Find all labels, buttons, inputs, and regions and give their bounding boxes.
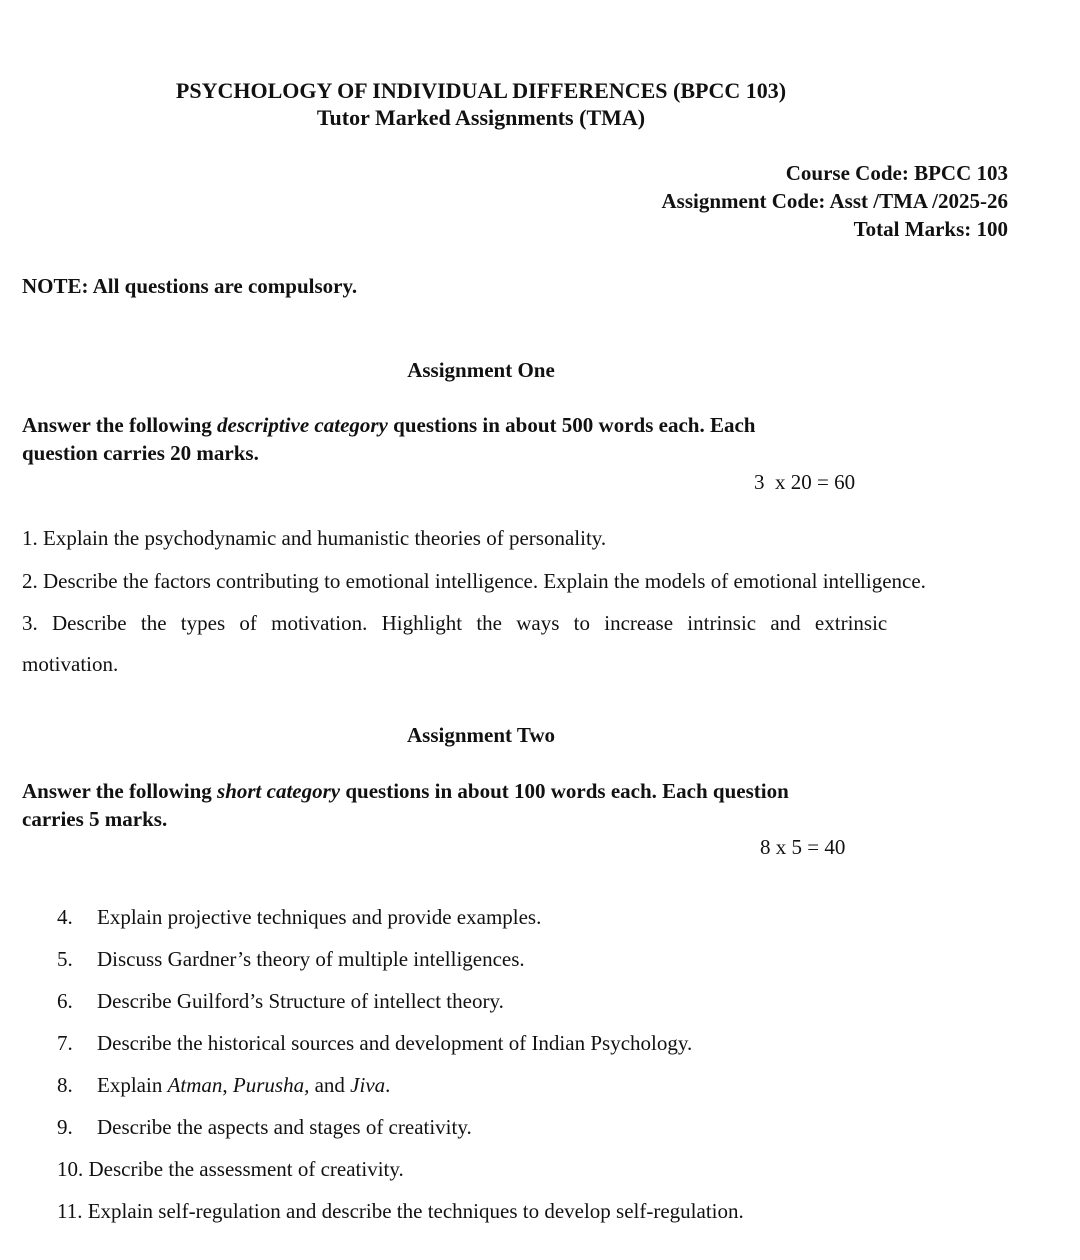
question-item [57,1031,692,1056]
question-number: 4. [57,905,73,929]
question-text: Explain self-regulation and describe the techniques to develop self-regulation. [82,1199,744,1223]
question-item [57,1073,390,1098]
question-text: Describe Guilford’s Structure of intellect theory. [97,989,504,1013]
question-text: Describe the historical sources and development of Indian Psychology. [97,1031,693,1055]
instruction-text: Answer the following [22,413,218,437]
question-number: 3. [22,611,38,635]
question-text: Explain projective techniques and provide examples. [97,905,542,929]
course-code: Course Code: BPCC 103 [785,161,1008,185]
question-text: , [222,1073,233,1097]
question-item [57,1115,472,1140]
question-item [57,1199,744,1224]
question-emphasis: Purusha, [232,1073,310,1097]
instruction-text: questions in about 100 words each. Each question [340,779,789,803]
compulsory-note: NOTE: All questions are compulsory. [22,274,358,298]
question-item [57,1157,404,1182]
question-text: and [309,1073,351,1097]
assignment-two-heading: Assignment Two [407,723,555,747]
question-text: Explain [97,1073,168,1097]
instruction-text: question carries 20 marks. [22,441,259,465]
assignment-one-heading: Assignment One [407,358,555,382]
document-subtitle: Tutor Marked Assignments (TMA) [316,105,646,130]
question-text: Explain the psychodynamic and humanistic theories of personality. [37,526,607,550]
assignment-one-instruction [22,411,755,467]
total-marks: Total Marks: 100 [853,217,1008,241]
question-continuation: motivation. [22,652,119,676]
question-text: Describe the aspects and stages of creativity. [97,1115,472,1139]
question-number: 5. [57,947,73,971]
instruction-emphasis: descriptive category [217,413,388,437]
assignment-two-instruction [22,777,789,833]
assignment-one-marks: 3 x 20 = 60 [754,470,856,494]
question-item [22,611,887,636]
question-item [22,526,606,551]
question-text: Describe the assessment of creativity. [83,1157,404,1181]
question-number: 9. [57,1115,73,1139]
question-text: . [385,1073,391,1097]
instruction-emphasis: short category [217,779,341,803]
question-text: Describe the types of motivation. Highlight the ways to increase intrinsic and extrinsic [37,611,888,635]
question-number: 2. [22,569,38,593]
question-text: Describe the factors contributing to emotional intelligence. Explain the models of emotional intelligence. [37,569,926,593]
question-number: 7. [57,1031,73,1055]
document-title: PSYCHOLOGY OF INDIVIDUAL DIFFERENCES (BPCC 103) [175,78,787,103]
question-text: Discuss Gardner’s theory of multiple intelligences. [97,947,525,971]
question-number: 11. [57,1199,83,1223]
question-item [57,989,504,1014]
question-number: 6. [57,989,73,1013]
instruction-text: Answer the following [22,779,218,803]
question-emphasis: Atman [167,1073,223,1097]
question-item [57,905,541,930]
instruction-text: carries 5 marks. [22,807,168,831]
instruction-text: questions in about 500 words each. Each [387,413,756,437]
question-item [57,947,525,972]
question-number: 10. [57,1157,84,1181]
assignment-code: Assignment Code: Asst /TMA /2025-26 [661,189,1008,213]
question-emphasis: Jiva [350,1073,386,1097]
question-number: 8. [57,1073,73,1097]
assignment-two-marks: 8 x 5 = 40 [760,835,846,859]
question-number: 1. [22,526,38,550]
question-item [22,569,926,594]
